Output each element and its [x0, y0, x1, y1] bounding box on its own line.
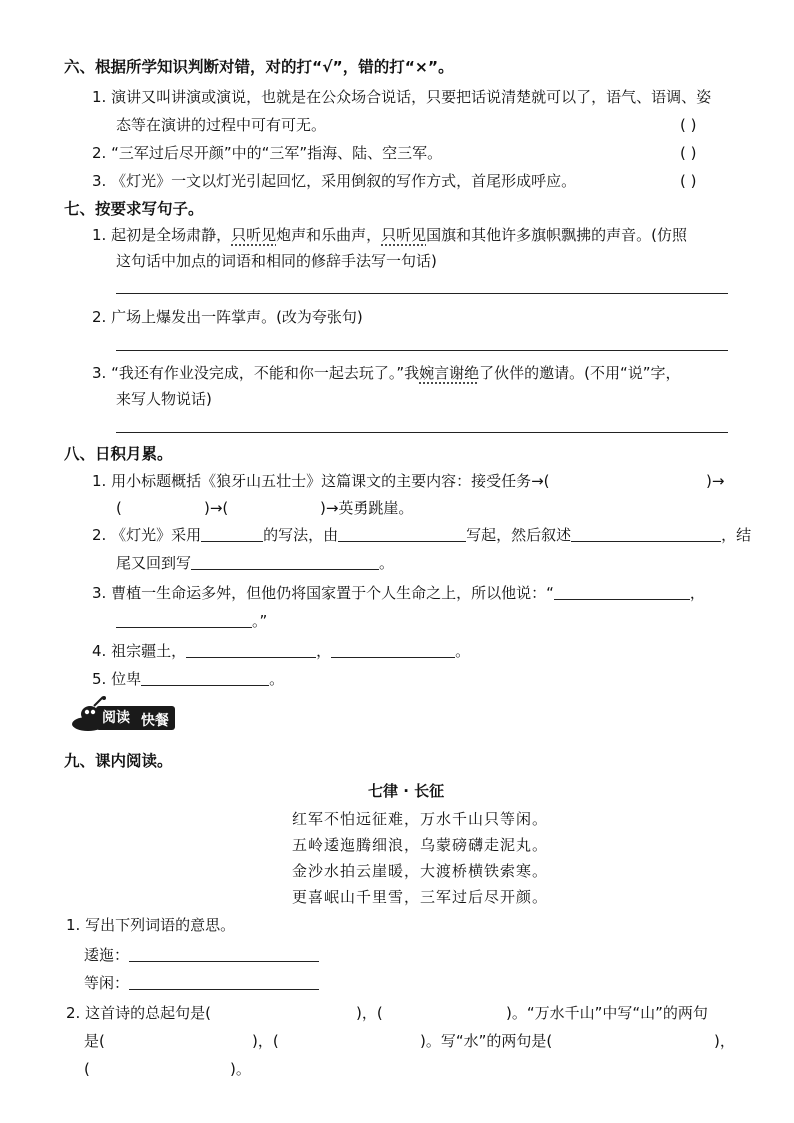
s7-question-1-line-1 [92, 224, 687, 246]
s9-q1-word-1-label: 逶迤： [84, 946, 130, 964]
poem-line-2: 五岭逶迤腾细浪，乌蒙磅礴走泥丸。 [292, 836, 549, 854]
s6-question-1-line-1: 1. 演讲又叫讲演或演说，也就是在公众场合说话，只要把话说清楚就可以了，语气、语调、姿 [92, 88, 712, 106]
logo-label [96, 706, 175, 730]
s8-question-2-line-2 [116, 552, 394, 574]
s9-q2-line-3-b: )。 [230, 1060, 251, 1078]
s9-q2-line-1-c: )。“万水千山”中写“山”的两句 [506, 1004, 708, 1022]
s6-question-1-line-2: 态等在演讲的过程中可有可无。 [116, 116, 327, 134]
s8-q2-blank-1[interactable] [201, 525, 263, 542]
s7-question-3-line-1 [92, 362, 681, 384]
s9-question-1: 1. 写出下列词语的意思。 [66, 916, 236, 934]
s7-q1-text-b: 炮声和乐曲声， [276, 226, 382, 244]
section-9-heading: 九、课内阅读。 [64, 752, 173, 770]
section-6-heading: 六、根据所学知识判断对错，对的打“√”，错的打“×”。 [64, 58, 454, 76]
s9-q2-line-2-a: 是( [84, 1032, 105, 1050]
s8-q3-text-b: ， [689, 584, 705, 602]
s9-q2-line-2-b: )，( [252, 1032, 279, 1050]
s8-q3-blank-2[interactable] [116, 611, 252, 628]
dotted-text: 只听见 [231, 226, 277, 244]
s7-q3-text-b: 了伙伴的邀请。(不用“说”字， [479, 364, 681, 382]
s8-question-3-line-2 [116, 610, 267, 632]
s8-q4-text-b: ， [316, 642, 332, 660]
s9-q2-line-1-a: 2. 这首诗的总起句是( [66, 1004, 211, 1022]
s7-q1-text-c: 国旗和其他许多旗帜飘拂的声音。(仿照 [426, 226, 687, 244]
s9-q1-word-2-label: 等闲： [84, 974, 130, 992]
s8-q3-text-c: 。” [252, 612, 268, 630]
dotted-text: 只听见 [381, 226, 427, 244]
s8-question-3-line-1 [92, 582, 705, 604]
poem-line-4: 更喜岷山千里雪，三军过后尽开颜。 [292, 888, 549, 906]
s9-q2-line-2-c: )。写“水”的两句是( [420, 1032, 553, 1050]
s8-q2-text-f: 。 [379, 554, 395, 572]
s7-q1-dotted-word-2 [381, 226, 426, 244]
s8-q5-text-b: 。 [269, 670, 285, 688]
s7-question-3-line-2: 来写人物说话) [116, 390, 212, 408]
s6-question-2: 2. “三军过后尽开颜”中的“三军”指海、陆、空三军。 [92, 144, 443, 162]
s8-question-2-line-1 [92, 524, 751, 546]
s8-q1-arrow-end: )→ [706, 472, 725, 490]
s8-q2-blank-2[interactable] [338, 525, 466, 542]
s8-q2-text-c: 写起，然后叙述 [466, 526, 572, 544]
s8-q1-paren-c: )→英勇跳崖。 [320, 499, 414, 517]
s8-q2-text-a: 2. 《灯光》采用 [92, 526, 202, 544]
s8-question-5 [92, 668, 284, 690]
s7-q3-dotted-word [419, 364, 479, 382]
s8-q2-blank-4[interactable] [191, 553, 379, 570]
s8-question-4 [92, 640, 470, 662]
s8-q1-paren-a: ( [116, 499, 122, 517]
s7-answer-line-3[interactable] [116, 432, 728, 433]
section-7-heading: 七、按要求写句子。 [64, 200, 204, 218]
s8-q4-text-c: 。 [455, 642, 471, 660]
s7-answer-line-1[interactable] [116, 293, 728, 294]
s8-q4-blank-2[interactable] [331, 641, 455, 658]
s9-q1-word-1 [84, 944, 319, 966]
s8-q2-text-e: 尾又回到写 [116, 554, 192, 572]
s8-q2-blank-3[interactable] [571, 525, 721, 542]
s8-q3-text-a: 3. 曹植一生命运多舛，但他仍将国家置于个人生命之上，所以他说：“ [92, 584, 554, 602]
logo-word-1: 阅读 [102, 710, 130, 726]
s6-answer-box-1[interactable]: ( ) [680, 116, 697, 134]
s7-q1-text-a: 1. 起初是全场肃静， [92, 226, 232, 244]
s8-q2-text-d: ，结 [721, 526, 752, 544]
s7-q3-text-a: 3. “我还有作业没完成，不能和你一起去玩了。”我 [92, 364, 420, 382]
s9-q2-line-2-d: )， [714, 1032, 735, 1050]
s8-question-1-line-1: 1. 用小标题概括《狼牙山五壮士》这篇课文的主要内容：接受任务→( [92, 472, 550, 490]
s7-q1-dotted-word-1 [231, 226, 276, 244]
s9-q2-line-1-b: )，( [356, 1004, 383, 1022]
s6-answer-box-3[interactable]: ( ) [680, 172, 697, 190]
s8-q4-text-a: 4. 祖宗疆土， [92, 642, 187, 660]
s9-q1-blank-1[interactable] [129, 945, 319, 962]
s7-question-2: 2. 广场上爆发出一阵掌声。(改为夸张句) [92, 308, 363, 326]
s8-q1-paren-b: )→( [204, 499, 229, 517]
dotted-text: 婉言谢绝 [419, 364, 480, 382]
s8-q3-blank-1[interactable] [554, 583, 690, 600]
s8-q2-text-b: 的写法，由 [263, 526, 339, 544]
logo-word-2: 快餐 [140, 713, 169, 729]
s9-q2-line-3-a: ( [84, 1060, 90, 1078]
section-8-heading: 八、日积月累。 [64, 445, 173, 463]
s8-q5-blank[interactable] [141, 669, 269, 686]
s7-answer-line-2[interactable] [116, 350, 728, 351]
s8-q4-blank-1[interactable] [186, 641, 316, 658]
poem-line-1: 红军不怕远征难，万水千山只等闲。 [292, 810, 549, 828]
reading-snack-logo [70, 696, 200, 734]
s9-q1-word-2 [84, 972, 319, 994]
s9-q1-blank-2[interactable] [129, 973, 319, 990]
poem-line-3: 金沙水拍云崖暖，大渡桥横铁索寒。 [292, 862, 549, 880]
poem-title: 七律 · 长征 [368, 782, 445, 800]
s7-question-1-line-2: 这句话中加点的词语和相同的修辞手法写一句话) [116, 252, 437, 270]
s8-q5-text-a: 5. 位卑 [92, 670, 142, 688]
s6-question-3: 3. 《灯光》一文以灯光引起回忆，采用倒叙的写作方式，首尾形成呼应。 [92, 172, 577, 190]
s6-answer-box-2[interactable]: ( ) [680, 144, 697, 162]
